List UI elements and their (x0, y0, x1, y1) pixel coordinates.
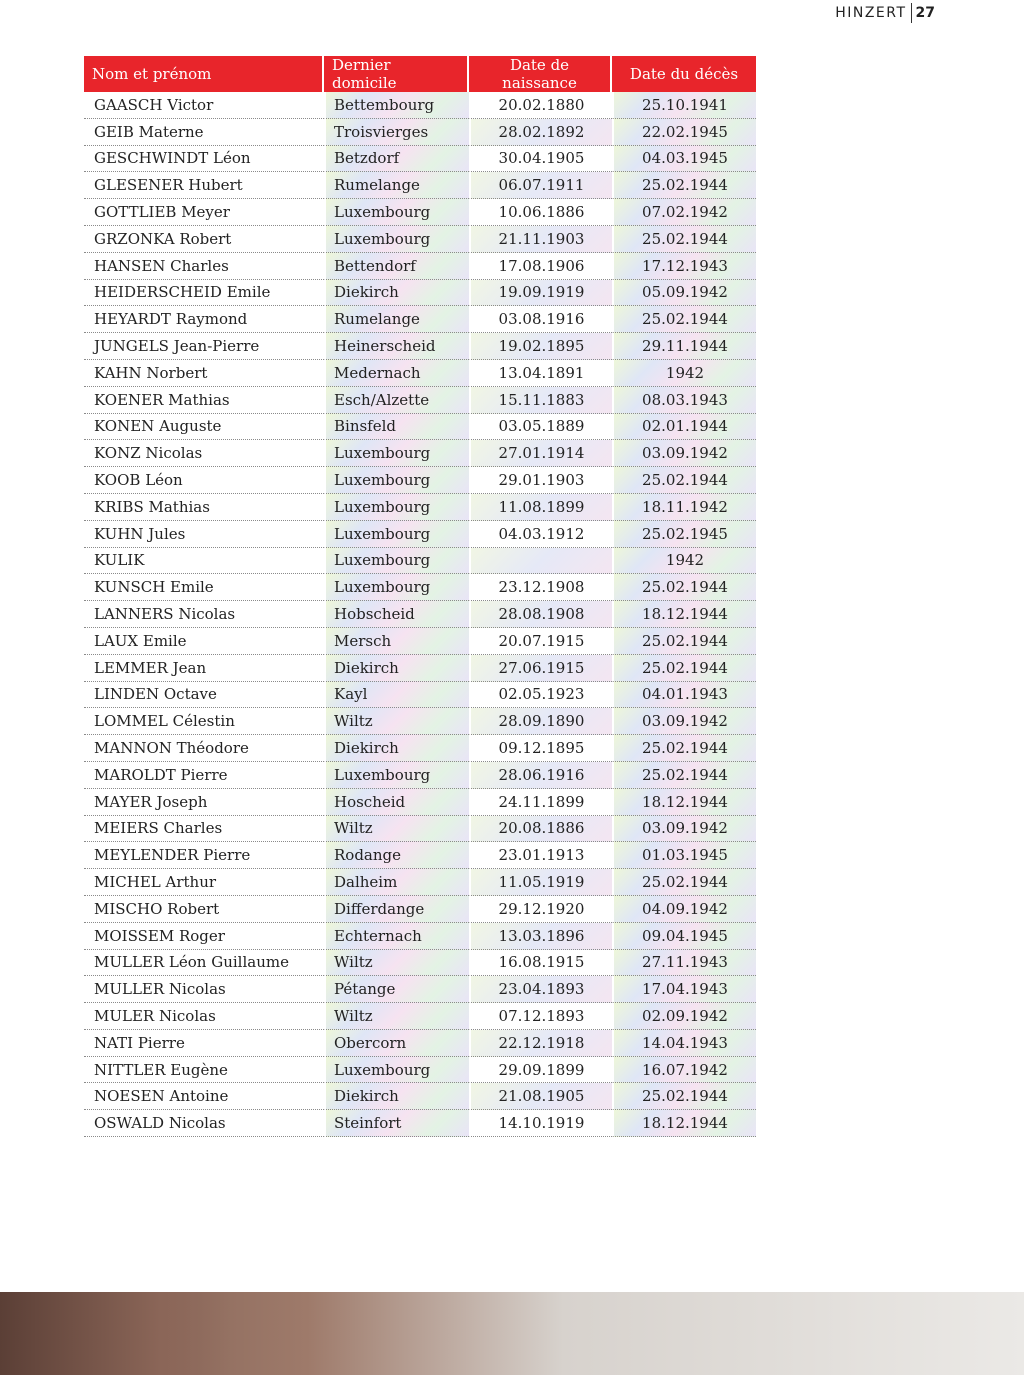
cell-birth-date: 20.08.1886 (469, 816, 612, 843)
table-header (84, 56, 756, 92)
column-header-domicile: Dernier domicile (324, 56, 469, 92)
cell-domicile: Luxembourg (324, 574, 469, 601)
cell-death-date: 18.12.1944 (612, 789, 756, 816)
table-row (84, 682, 756, 709)
cell-name: KONEN Auguste (84, 414, 324, 441)
cell-death-date: 07.02.1942 (612, 199, 756, 226)
cell-domicile: Luxembourg (324, 440, 469, 467)
cell-birth-date: 24.11.1899 (469, 789, 612, 816)
cell-name: MOISSEM Roger (84, 923, 324, 950)
cell-name: KUHN Jules (84, 521, 324, 548)
cell-birth-date: 02.05.1923 (469, 682, 612, 709)
cell-birth-date: 19.09.1919 (469, 280, 612, 307)
cell-death-date: 25.02.1944 (612, 1083, 756, 1110)
cell-death-date: 25.02.1944 (612, 869, 756, 896)
cell-name: MULER Nicolas (84, 1003, 324, 1030)
cell-domicile: Bettendorf (324, 253, 469, 280)
cell-domicile: Diekirch (324, 735, 469, 762)
cell-name: LEMMER Jean (84, 655, 324, 682)
cell-death-date: 25.02.1945 (612, 521, 756, 548)
cell-domicile: Wiltz (324, 708, 469, 735)
cell-domicile: Differdange (324, 896, 469, 923)
cell-domicile: Luxembourg (324, 226, 469, 253)
cell-name: JUNGELS Jean-Pierre (84, 333, 324, 360)
cell-domicile: Echternach (324, 923, 469, 950)
cell-birth-date: 21.08.1905 (469, 1083, 612, 1110)
cell-name: GAASCH Victor (84, 92, 324, 119)
cell-birth-date: 29.12.1920 (469, 896, 612, 923)
cell-birth-date: 27.01.1914 (469, 440, 612, 467)
cell-name: MULLER Nicolas (84, 976, 324, 1003)
table-row (84, 172, 756, 199)
table-row (84, 655, 756, 682)
cell-birth-date: 30.04.1905 (469, 146, 612, 173)
table-row (84, 869, 756, 896)
cell-death-date: 04.03.1945 (612, 146, 756, 173)
cell-domicile: Hobscheid (324, 601, 469, 628)
cell-death-date: 25.02.1944 (612, 226, 756, 253)
section-title: HINZERT (835, 5, 907, 21)
table-row (84, 306, 756, 333)
cell-birth-date: 21.11.1903 (469, 226, 612, 253)
table-row (84, 708, 756, 735)
cell-birth-date: 29.01.1903 (469, 467, 612, 494)
cell-death-date: 1942 (612, 548, 756, 575)
cell-name: GESCHWINDT Léon (84, 146, 324, 173)
cell-birth-date: 22.12.1918 (469, 1030, 612, 1057)
cell-death-date: 18.12.1944 (612, 601, 756, 628)
cell-domicile: Medernach (324, 360, 469, 387)
cell-name: NITTLER Eugène (84, 1057, 324, 1084)
table-row (84, 842, 756, 869)
cell-name: LAUX Emile (84, 628, 324, 655)
cell-birth-date: 28.06.1916 (469, 762, 612, 789)
cell-birth-date: 23.01.1913 (469, 842, 612, 869)
cell-birth-date: 07.12.1893 (469, 1003, 612, 1030)
cell-birth-date: 11.08.1899 (469, 494, 612, 521)
table-row (84, 1003, 756, 1030)
cell-death-date: 25.10.1941 (612, 92, 756, 119)
table-row (84, 816, 756, 843)
cell-death-date: 29.11.1944 (612, 333, 756, 360)
cell-birth-date: 04.03.1912 (469, 521, 612, 548)
cell-domicile: Mersch (324, 628, 469, 655)
cell-death-date: 03.09.1942 (612, 708, 756, 735)
victims-table-container (84, 56, 756, 1137)
table-row (84, 387, 756, 414)
table-row (84, 950, 756, 977)
cell-domicile: Obercorn (324, 1030, 469, 1057)
cell-death-date: 02.01.1944 (612, 414, 756, 441)
table-row (84, 735, 756, 762)
cell-name: MAROLDT Pierre (84, 762, 324, 789)
cell-domicile: Bettembourg (324, 92, 469, 119)
column-header-death-date: Date du décès (612, 56, 756, 92)
cell-name: LANNERS Nicolas (84, 601, 324, 628)
cell-death-date: 16.07.1942 (612, 1057, 756, 1084)
victims-table (84, 56, 756, 1137)
cell-name: HEYARDT Raymond (84, 306, 324, 333)
cell-domicile: Wiltz (324, 950, 469, 977)
cell-death-date: 1942 (612, 360, 756, 387)
cell-death-date: 04.01.1943 (612, 682, 756, 709)
cell-name: KAHN Norbert (84, 360, 324, 387)
cell-name: KUNSCH Emile (84, 574, 324, 601)
cell-domicile: Betzdorf (324, 146, 469, 173)
table-row (84, 494, 756, 521)
header-divider (911, 3, 912, 23)
cell-death-date: 18.12.1944 (612, 1110, 756, 1137)
cell-domicile: Luxembourg (324, 494, 469, 521)
cell-death-date: 25.02.1944 (612, 655, 756, 682)
cell-death-date: 17.12.1943 (612, 253, 756, 280)
cell-domicile: Luxembourg (324, 521, 469, 548)
cell-birth-date: 27.06.1915 (469, 655, 612, 682)
cell-domicile: Steinfort (324, 1110, 469, 1137)
scan-finger-shadow (0, 1292, 230, 1375)
cell-name: NATI Pierre (84, 1030, 324, 1057)
cell-domicile: Troisvierges (324, 119, 469, 146)
cell-name: MEYLENDER Pierre (84, 842, 324, 869)
cell-domicile: Wiltz (324, 816, 469, 843)
column-header-name: Nom et prénom (84, 56, 324, 92)
cell-birth-date: 16.08.1915 (469, 950, 612, 977)
table-row (84, 199, 756, 226)
cell-name: LINDEN Octave (84, 682, 324, 709)
table-row (84, 1057, 756, 1084)
cell-birth-date: 20.07.1915 (469, 628, 612, 655)
cell-name: GEIB Materne (84, 119, 324, 146)
cell-name: HEIDERSCHEID Emile (84, 280, 324, 307)
table-row (84, 789, 756, 816)
cell-death-date: 01.03.1945 (612, 842, 756, 869)
table-row (84, 923, 756, 950)
table-row (84, 1110, 756, 1137)
cell-name: MULLER Léon Guillaume (84, 950, 324, 977)
cell-death-date: 25.02.1944 (612, 762, 756, 789)
cell-birth-date: 14.10.1919 (469, 1110, 612, 1137)
table-row (84, 92, 756, 119)
cell-name: KOOB Léon (84, 467, 324, 494)
page-number: 27 (915, 5, 935, 21)
cell-death-date: 04.09.1942 (612, 896, 756, 923)
cell-death-date: 25.02.1944 (612, 628, 756, 655)
cell-name: NOESEN Antoine (84, 1083, 324, 1110)
cell-domicile: Luxembourg (324, 762, 469, 789)
cell-domicile: Kayl (324, 682, 469, 709)
cell-birth-date: 13.04.1891 (469, 360, 612, 387)
cell-birth-date: 23.12.1908 (469, 574, 612, 601)
cell-domicile: Diekirch (324, 655, 469, 682)
cell-domicile: Rumelange (324, 172, 469, 199)
cell-domicile: Hoscheid (324, 789, 469, 816)
table-row (84, 119, 756, 146)
table-row (84, 521, 756, 548)
cell-domicile: Luxembourg (324, 548, 469, 575)
cell-domicile: Dalheim (324, 869, 469, 896)
table-row (84, 896, 756, 923)
cell-death-date: 08.03.1943 (612, 387, 756, 414)
cell-name: GLESENER Hubert (84, 172, 324, 199)
cell-death-date: 05.09.1942 (612, 280, 756, 307)
table-row (84, 280, 756, 307)
table-row (84, 440, 756, 467)
cell-death-date: 14.04.1943 (612, 1030, 756, 1057)
table-row (84, 1083, 756, 1110)
table-row (84, 1030, 756, 1057)
cell-domicile: Esch/Alzette (324, 387, 469, 414)
cell-birth-date: 13.03.1896 (469, 923, 612, 950)
cell-birth-date (469, 548, 612, 575)
cell-death-date: 09.04.1945 (612, 923, 756, 950)
cell-death-date: 25.02.1944 (612, 172, 756, 199)
cell-domicile: Luxembourg (324, 1057, 469, 1084)
column-header-birth-date: Date de naissance (469, 56, 612, 92)
cell-domicile: Pétange (324, 976, 469, 1003)
cell-name: GOTTLIEB Meyer (84, 199, 324, 226)
table-row (84, 253, 756, 280)
cell-name: KONZ Nicolas (84, 440, 324, 467)
cell-birth-date: 06.07.1911 (469, 172, 612, 199)
cell-death-date: 03.09.1942 (612, 440, 756, 467)
table-row (84, 601, 756, 628)
cell-name: KULIK (84, 548, 324, 575)
table-body (84, 92, 756, 1137)
table-row (84, 146, 756, 173)
cell-name: MAYER Joseph (84, 789, 324, 816)
cell-name: MANNON Théodore (84, 735, 324, 762)
cell-death-date: 25.02.1944 (612, 467, 756, 494)
cell-death-date: 17.04.1943 (612, 976, 756, 1003)
cell-death-date: 25.02.1944 (612, 574, 756, 601)
table-row (84, 574, 756, 601)
table-row (84, 414, 756, 441)
cell-domicile: Diekirch (324, 1083, 469, 1110)
table-row (84, 548, 756, 575)
cell-domicile: Diekirch (324, 280, 469, 307)
table-row (84, 226, 756, 253)
cell-domicile: Wiltz (324, 1003, 469, 1030)
cell-domicile: Rodange (324, 842, 469, 869)
cell-death-date: 22.02.1945 (612, 119, 756, 146)
cell-death-date: 02.09.1942 (612, 1003, 756, 1030)
cell-birth-date: 28.09.1890 (469, 708, 612, 735)
running-header (835, 3, 935, 23)
cell-birth-date: 29.09.1899 (469, 1057, 612, 1084)
cell-birth-date: 09.12.1895 (469, 735, 612, 762)
table-row (84, 976, 756, 1003)
cell-domicile: Rumelange (324, 306, 469, 333)
cell-birth-date: 28.08.1908 (469, 601, 612, 628)
cell-domicile: Luxembourg (324, 199, 469, 226)
cell-name: OSWALD Nicolas (84, 1110, 324, 1137)
cell-domicile: Heinerscheid (324, 333, 469, 360)
cell-birth-date: 20.02.1880 (469, 92, 612, 119)
cell-birth-date: 11.05.1919 (469, 869, 612, 896)
cell-birth-date: 19.02.1895 (469, 333, 612, 360)
cell-name: HANSEN Charles (84, 253, 324, 280)
table-row (84, 333, 756, 360)
cell-birth-date: 03.05.1889 (469, 414, 612, 441)
cell-name: GRZONKA Robert (84, 226, 324, 253)
table-row (84, 467, 756, 494)
table-row (84, 762, 756, 789)
cell-birth-date: 10.06.1886 (469, 199, 612, 226)
cell-death-date: 25.02.1944 (612, 306, 756, 333)
cell-name: KOENER Mathias (84, 387, 324, 414)
cell-birth-date: 03.08.1916 (469, 306, 612, 333)
cell-name: MEIERS Charles (84, 816, 324, 843)
cell-death-date: 25.02.1944 (612, 735, 756, 762)
cell-name: LOMMEL Célestin (84, 708, 324, 735)
cell-domicile: Luxembourg (324, 467, 469, 494)
cell-domicile: Binsfeld (324, 414, 469, 441)
cell-birth-date: 28.02.1892 (469, 119, 612, 146)
cell-name: KRIBS Mathias (84, 494, 324, 521)
cell-death-date: 18.11.1942 (612, 494, 756, 521)
table-row (84, 628, 756, 655)
cell-birth-date: 17.08.1906 (469, 253, 612, 280)
table-row (84, 360, 756, 387)
cell-death-date: 03.09.1942 (612, 816, 756, 843)
cell-name: MICHEL Arthur (84, 869, 324, 896)
cell-birth-date: 15.11.1883 (469, 387, 612, 414)
cell-death-date: 27.11.1943 (612, 950, 756, 977)
cell-name: MISCHO Robert (84, 896, 324, 923)
cell-birth-date: 23.04.1893 (469, 976, 612, 1003)
